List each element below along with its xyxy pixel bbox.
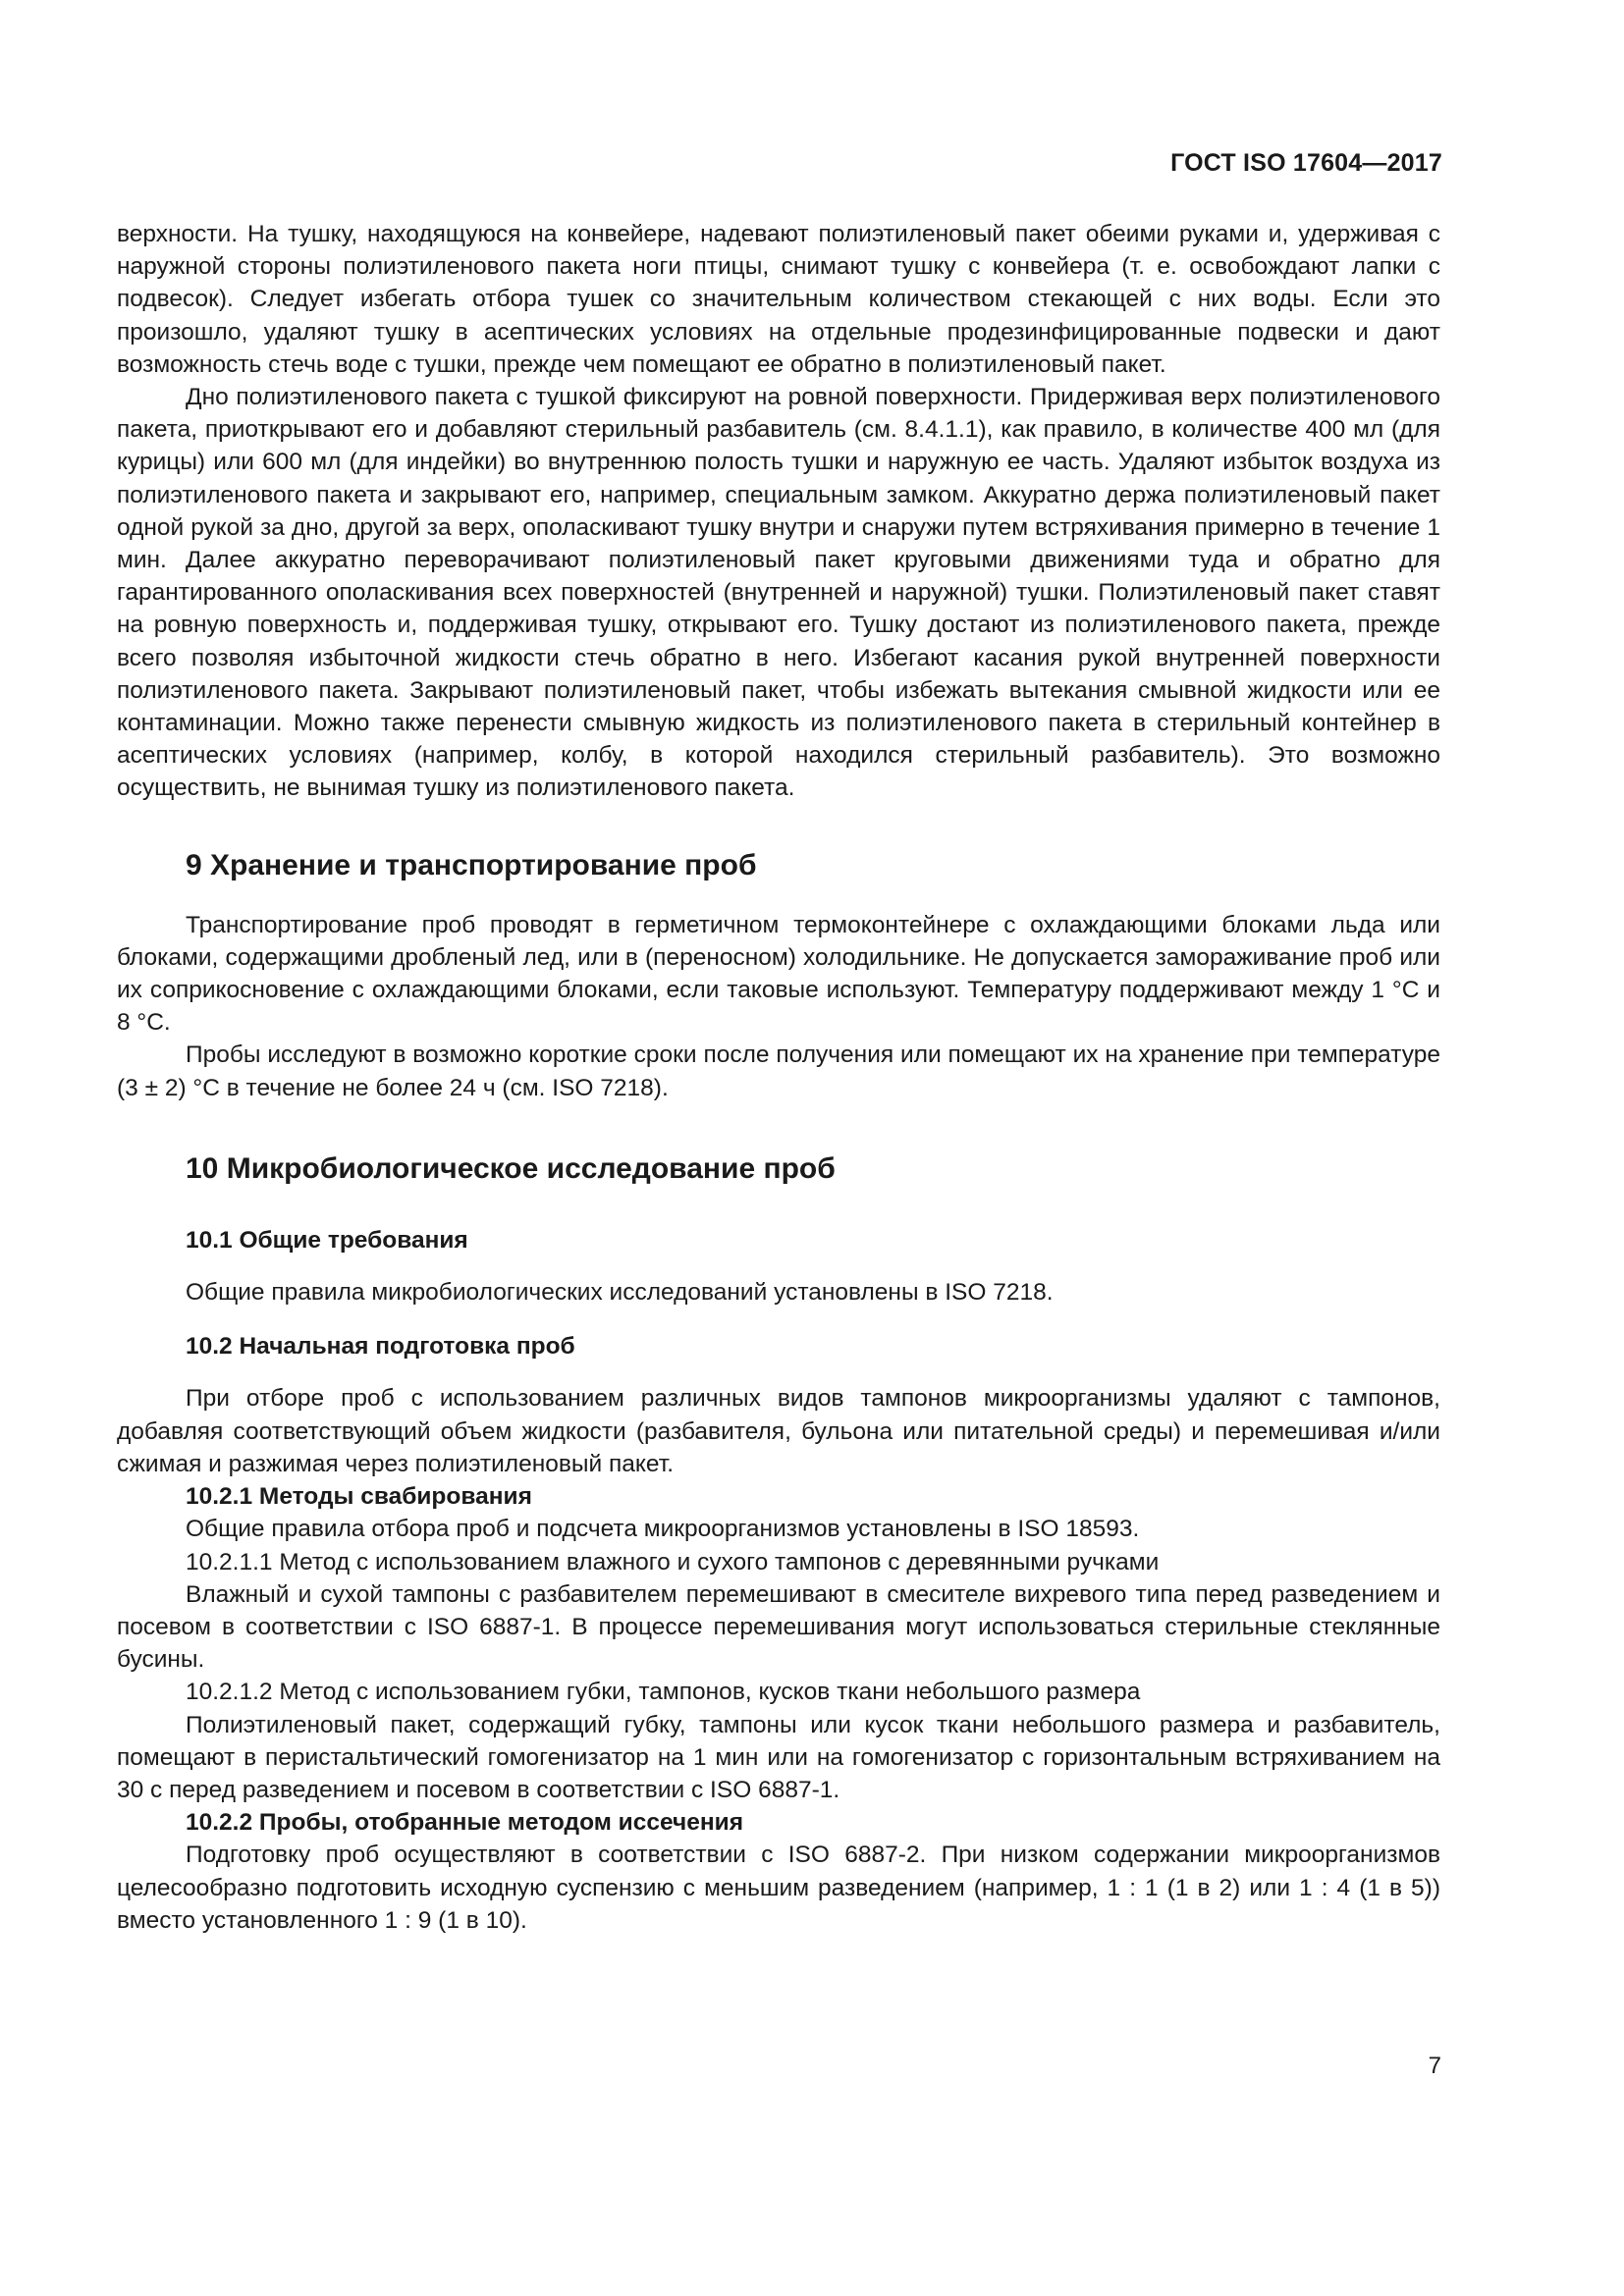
- subsection-10-2-2-text: Подготовку проб осуществляют в соответствии с ISO 6887-2. При низком содержании микроорганизмов целесообразно подготовить исходную суспензию с меньшим разведением (например, 1 : 1 (1 в 2) или 1 : 4 (1 в 5)) вместо установленного 1 : 9 (1 в 10).: [117, 1842, 1440, 1934]
- subsection-10-2-heading: 10.2 Начальная подготовка проб: [186, 1333, 575, 1361]
- subsection-10-2-1-heading: 10.2.1 Методы свабирования: [186, 1483, 532, 1511]
- method-10-2-1-2-text: Полиэтиленовый пакет, содержащий губку, тампоны или кусок ткани небольшого размера и разбавитель, помещают в перистальтический гомогенизатор на 1 мин или на гомогенизатор с горизонтальным встряхиванием на 30 с перед разведением и посевом в соответствии с ISO 6887-1.: [117, 1711, 1440, 1803]
- section-9-paragraph-storage: Пробы исследуют в возможно короткие сроки после получения или помещают их на хранение при температуре (3 ± 2) °С в течение не более 24 ч (см. ISO 7218).: [117, 1041, 1440, 1101]
- paragraph-continuation: верхности. На тушку, находящуюся на конвейере, надевают полиэтиленовый пакет обеими руками и, удерживая с наружной стороны полиэтиленового пакета ноги птицы, снимают тушку с конвейера (т. е. освобождают лапки с подвесок). Следует избегать отбора тушек со значительным количеством стекающей с них воды. Если это произошло, удаляют тушку в асептических условиях на отдельные продезинфицированные подвески и дают возможность стечь воде с тушки, прежде чем помещают ее обратно в полиэтиленовый пакет.: [117, 221, 1440, 378]
- section-9-heading: 9 Хранение и транспортирование проб: [186, 848, 757, 881]
- document-body: [117, 218, 1440, 1937]
- document-code-header: ГОСТ ISO 17604—2017: [1170, 149, 1442, 177]
- page-number: 7: [1428, 2053, 1441, 2079]
- paragraph-rinse-procedure: Дно полиэтиленового пакета с тушкой фиксируют на ровной поверхности. Придерживая верх полиэтиленового пакета, приоткрывают его и добавляют стерильный разбавитель (см. 8.4.1.1), как правило, в количестве 400 мл (для курицы) или 600 мл (для индейки) во внутреннюю полость тушки и наружную ее часть. Удаляют избыток воздуха из полиэтиленового пакета и закрывают его, например, специальным замком. Аккуратно держа полиэтиленовый пакет одной рукой за дно, другой за верх, ополаскивают тушку внутри и снаружи путем встряхивания примерно в течение 1 мин. Далее аккуратно переворачивают полиэтиленовый пакет круговыми движениями туда и обратно для гарантированного ополаскивания всех поверхностей (внутренней и наружной) тушки. Полиэтиленовый пакет ставят на ровную поверхность и, поддерживая тушку, открывают его. Тушку достают из полиэтиленового пакета, прежде всего позволяя избыточной жидкости стечь обратно в него. Избегают касания рукой внутренней поверхности полиэтиленового пакета. Закрывают полиэтиленовый пакет, чтобы избежать вытекания смывной жидкости или ее контаминации. Можно также перенести смывную жидкость из полиэтиленового пакета в стерильный контейнер в асептических условиях (например, колбу, в которой находился стерильный разбавитель). Это возможно осуществить, не вынимая тушку из полиэтиленового пакета.: [117, 384, 1440, 802]
- method-10-2-1-1-title: 10.2.1.1 Метод с использованием влажного и сухого тампонов с деревянными ручками: [186, 1548, 1160, 1575]
- subsection-10-2-1-text: Общие правила отбора проб и подсчета микроорганизмов установлены в ISO 18593.: [186, 1516, 1140, 1543]
- section-9-paragraph-transport: Транспортирование проб проводят в герметичном термоконтейнере с охлаждающими блоками льда или блоками, содержащими дробленый лед, или в (переносном) холодильнике. Не допускается замораживание проб или их соприкосновение с охлаждающими блоками, если таковые используют. Температуру поддерживают между 1 °С и 8 °С.: [117, 911, 1440, 1037]
- subsection-10-2-2-heading: 10.2.2 Пробы, отобранные методом иссечения: [186, 1809, 744, 1837]
- subsection-10-1-heading: 10.1 Общие требования: [186, 1226, 468, 1254]
- section-10-heading: 10 Микробиологическое исследование проб: [186, 1151, 836, 1185]
- subsection-10-2-text: При отборе проб с использованием различных видов тампонов микроорганизмы удаляют с тампонов, добавляя соответствующий объем жидкости (разбавителя, бульона или питательной среды) и перемешивая и/или сжимая и разжимая через полиэтиленовый пакет.: [117, 1385, 1440, 1477]
- method-10-2-1-2-title: 10.2.1.2 Метод с использованием губки, тампонов, кусков ткани небольшого размера: [186, 1679, 1141, 1706]
- subsection-10-1-text: Общие правила микробиологических исследований установлены в ISO 7218.: [186, 1279, 1054, 1307]
- method-10-2-1-1-text: Влажный и сухой тампоны с разбавителем перемешивают в смесителе вихревого типа перед разведением и посевом в соответствии с ISO 6887-1. В процессе перемешивания могут использоваться стерильные стеклянные бусины.: [117, 1580, 1440, 1674]
